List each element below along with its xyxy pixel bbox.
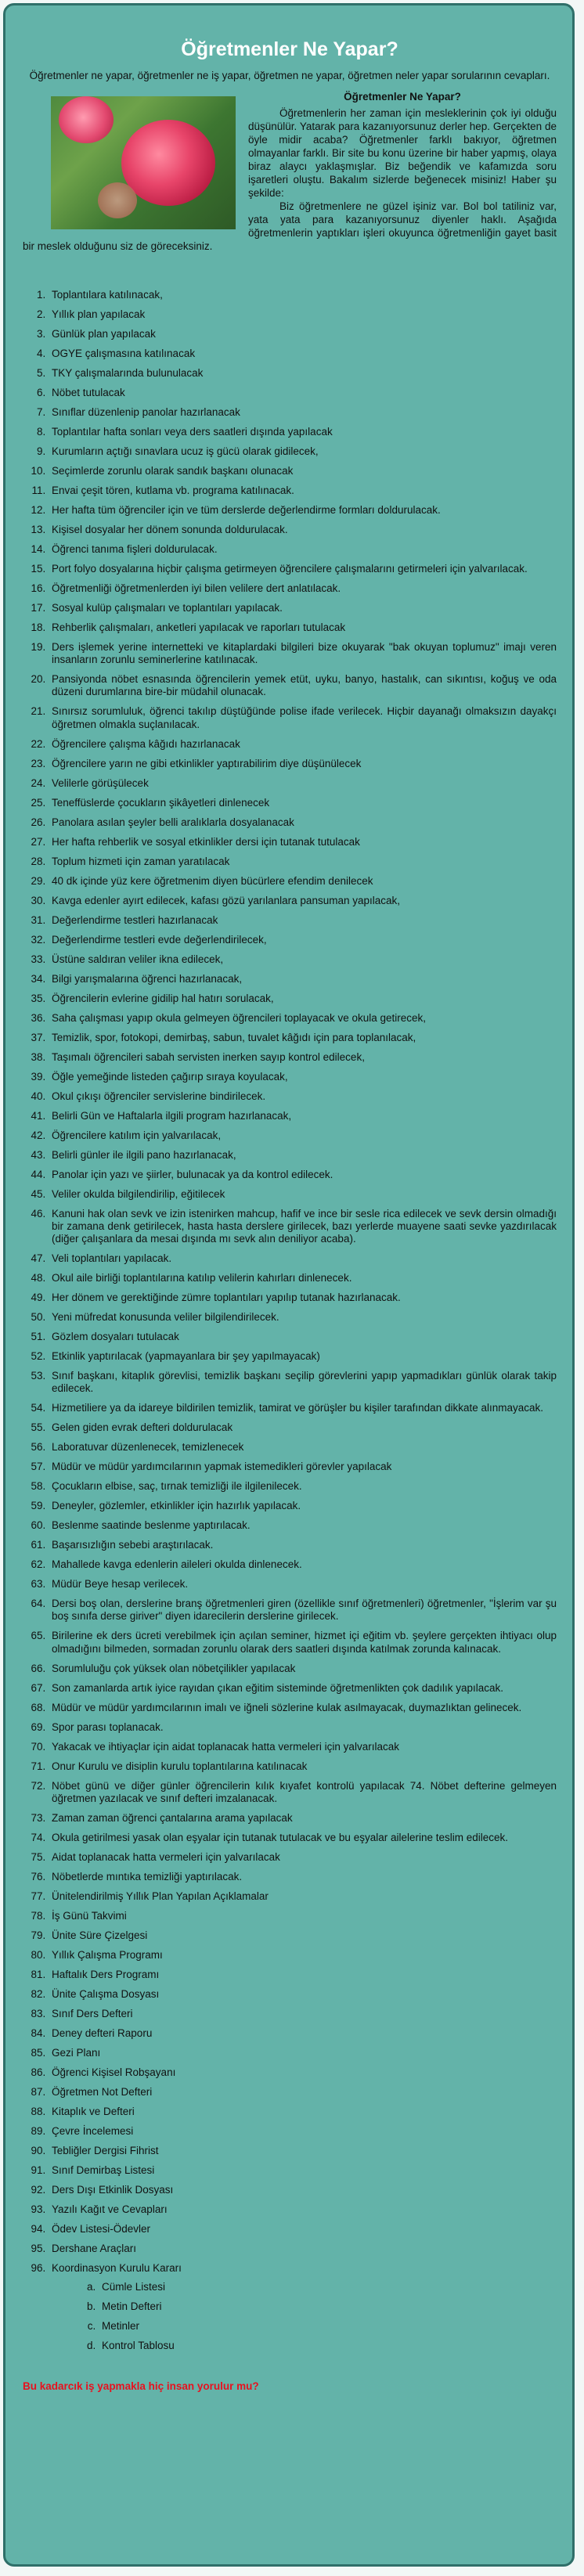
list-item: 67. Son zamanlarda artık iyice rayıdan çıkan eğitim sisteminde öğretmenlikten çok dadılık yapılacak. (49, 1682, 557, 1695)
list-item: 61. Başarısızlığın sebebi araştırılacak. (49, 1539, 557, 1551)
sub-list-item: b. Metin Defteri (99, 2300, 557, 2313)
list-item: 26. Panolara asılan şeyler belli aralıklarla dosyalanacak (49, 816, 557, 829)
list-item: 82. Ünite Çalışma Dosyası (49, 1988, 557, 2001)
list-item: 19. Ders işlemek yerine internetteki ve kitaplardaki bilgileri bize okuyarak "bak okuyan toplumuz" imajı veren insanların zorunlu seminerlerine katılınacak. (49, 641, 557, 666)
list-item: 56. Laboratuvar düzenlenecek, temizlenecek (49, 1441, 557, 1454)
list-item: 92. Ders Dışı Etkinlik Dosyası (49, 2184, 557, 2196)
list-item: 5. TKY çalışmalarında bulunulacak (49, 367, 557, 380)
task-list (23, 289, 557, 2352)
list-item: 17. Sosyal kulüp çalışmaları ve toplantıları yapılacak. (49, 602, 557, 614)
list-item: 25. Teneffüslerde çocukların şikâyetleri dinlenecek (49, 797, 557, 809)
list-item: 58. Çocukların elbise, saç, tırnak temizliği ile ilgilenilecek. (49, 1480, 557, 1493)
article-frame (3, 3, 575, 2567)
list-item: 73. Zaman zaman öğrenci çantalarına arama yapılacak (49, 1812, 557, 1825)
list-item: 77. Ünitelendirilmiş Yıllık Plan Yapılan Açıklamalar (49, 1890, 557, 1903)
list-item: 4. OGYE çalışmasına katılınacak (49, 348, 557, 360)
list-item: 84. Deney defteri Raporu (49, 2027, 557, 2040)
list-item: 87. Öğretmen Not Defteri (49, 2086, 557, 2099)
list-item: 60. Beslenme saatinde beslenme yaptırılacak. (49, 1519, 557, 1532)
list-item: 70. Yakacak ve ihtiyaçlar için aidat toplanacak hatta vermeleri için yalvarılacak (49, 1741, 557, 1753)
list-item: 39. Öğle yemeğinde listeden çağırıp sıraya koyulacak, (49, 1071, 557, 1083)
list-item: 32. Değerlendirme testleri evde değerlendirilecek, (49, 934, 557, 946)
list-item: 8. Toplantılar hafta sonları veya ders saatleri dışında yapılacak (49, 426, 557, 438)
rose-photo (51, 96, 236, 229)
list-item: 9. Kurumların açtığı sınavlara ucuz iş gücü olarak gidilecek, (49, 445, 557, 458)
list-item: 47. Veli toplantıları yapılacak. (49, 1252, 557, 1265)
list-item: 43. Belirli günler ile ilgili pano hazırlanacak, (49, 1149, 557, 1162)
list-item: 21. Sınırsız sorumluluk, öğrenci takılıp düştüğünde polise ifade verilecek. Hiçbir dayanağı olmaksızın dayakçı öğretmen olmakla suçlanılacak. (49, 705, 557, 730)
list-item: 54. Hizmetiliere ya da idareye bildirilen temizlik, tamirat ve görüşler bu kişiler tarafından dikkate alınmayacak. (49, 1402, 557, 1414)
list-item: 27. Her hafta rehberlik ve sosyal etkinlikler dersi için tutanak tutulacak (49, 836, 557, 848)
list-item: 68. Müdür ve müdür yardımcılarının imalı ve iğneli sözlerine kulak asılmayacak, duymazlıktan gelinecek. (49, 1702, 557, 1714)
list-item: 95. Dershane Araçları (49, 2243, 557, 2255)
list-item: 13. Kişisel dosyalar her dönem sonunda doldurulacak. (49, 524, 557, 536)
list-item: 66. Sorumluluğu çok yüksek olan nöbetçilikler yapılacak (49, 1663, 557, 1675)
list-item: 18. Rehberlik çalışmaları, anketleri yapılacak ve raporları tutulacak (49, 621, 557, 634)
list-item: 14. Öğrenci tanıma fişleri doldurulacak. (49, 543, 557, 556)
list-item: 46. Kanuni hak olan sevk ve izin istenirken mahcup, hafif ve ince bir sesle rica edilecek ve sevk dersin olmadığı bir zamana denk getirilecek, hasta hasta derslere girilecek, bazı yerlerde muayene saati sevke yazdırılacak (diğer çalışanlara da mesai dışında mı sevk alın deniliyor acaba). (49, 1208, 557, 1246)
list-item: 35. Öğrencilerin evlerine gidilip hal hatırı sorulacak, (49, 993, 557, 1005)
list-item: 65. Birilerine ek ders ücreti verebilmek için açılan seminer, hizmet içi eğitim vb. şeylere gerçekten ihtiyacı olup olmadığını bilmeden, sormadan zorunlu olarak ders saatleri dışında katılmak zorunda kalınacak. (49, 1630, 557, 1655)
rose-bud-icon (59, 96, 114, 143)
list-item: 15. Port folyo dosyalarına hiçbir çalışma getirmeyen öğrencilere çalışmalarını getirmeleri için yalvarılacak. (49, 563, 557, 575)
list-item: 23. Öğrencilere yarın ne gibi etkinlikler yaptırabilirim diye düşünülecek (49, 758, 557, 770)
list-item: 72. Nöbet günü ve diğer günler öğrencilerin kılık kıyafet kontrolü yapılacak 74. Nöbet defterine gelmeyen öğretmen yazılacak ve sınıf defteri imzalanacak. (49, 1780, 557, 1805)
list-item: 51. Gözlem dosyaları tutulacak (49, 1331, 557, 1343)
list-item: 24. Velilerle görüşülecek (49, 777, 557, 790)
list-item: 63. Müdür Beye hesap verilecek. (49, 1578, 557, 1591)
list-item: 30. Kavga edenler ayırt edilecek, kafası gözü yarılanlara pansuman yapılacak, (49, 895, 557, 907)
list-item: 16. Öğretmenliği öğretmenlerden iyi bilen velilere dert anlatılacak. (49, 582, 557, 595)
list-item: 89. Çevre İncelemesi (49, 2125, 557, 2138)
list-item: 29. 40 dk içinde yüz kere öğretmenim diyen bücürlere efendim denilecek (49, 875, 557, 888)
list-item: 93. Yazılı Kağıt ve Cevapları (49, 2203, 557, 2216)
intro-text: Öğretmenler ne yapar, öğretmenler ne iş yapar, öğretmen ne yapar, öğretmen neler yapar sorularının cevapları. (29, 70, 550, 81)
list-item: 81. Haftalık Ders Programı (49, 1969, 557, 1981)
sub-list-item: a. Cümle Listesi (99, 2281, 557, 2293)
list-item: 90. Tebliğler Dergisi Fihrist (49, 2145, 557, 2157)
list-item: 11. Envai çeşit tören, kutlama vb. programa katılınacak. (49, 485, 557, 497)
list-item: 1. Toplantılara katılınacak, (49, 289, 557, 301)
rose-petal-icon (98, 182, 137, 218)
list-item: 96. Koordinasyon Kurulu Kararı a. Cümle Listesi b. Metin Defteri c. Metinler d. Kontrol Tablosu (49, 2262, 557, 2352)
section-title: Öğretmenler Ne Yapar? (344, 91, 461, 103)
list-item: 44. Panolar için yazı ve şiirler, bulunacak ya da kontrol edilecek. (49, 1169, 557, 1181)
list-item: 83. Sınıf Ders Defteri (49, 2008, 557, 2020)
list-item: 12. Her hafta tüm öğrenciler için ve tüm derslerde değerlendirme formları doldurulacak. (49, 504, 557, 517)
list-item: 34. Bilgi yarışmalarına öğrenci hazırlanacak, (49, 973, 557, 985)
list-item: 28. Toplum hizmeti için zaman yaratılacak (49, 856, 557, 868)
list-item: 71. Onur Kurulu ve disiplin kurulu toplantılarına katılınacak (49, 1760, 557, 1773)
list-item: 91. Sınıf Demirbaş Listesi (49, 2164, 557, 2177)
list-item: 55. Gelen giden evrak defteri doldurulacak (49, 1421, 557, 1434)
list-item: 42. Öğrencilere katılım için yalvarılacak, (49, 1129, 557, 1142)
list-item: 50. Yeni müfredat konusunda veliler bilgilendirilecek. (49, 1311, 557, 1324)
list-item: 64. Dersi boş olan, derslerine branş öğretmenleri giren (özellikle sınıf öğretmenleri) öğretmenler, "İşlerim var şu boş sınıfa derse giriver" diyen idarecilerin derslerine girilecek. (49, 1598, 557, 1623)
list-item: 76. Nöbetlerde mıntıka temizliği yaptırılacak. (49, 1871, 557, 1883)
sub-list-item: d. Kontrol Tablosu (99, 2340, 557, 2352)
list-item: 88. Kitaplık ve Defteri (49, 2106, 557, 2118)
list-item: 6. Nöbet tutulacak (49, 387, 557, 399)
paragraph-2: Biz öğretmenlere ne güzel işiniz var. Bol bol tatiliniz var, yata yata para kazanıyorsunuz diyenler haklı. Aşağıda öğretmenlerin yaptıkları işleri okuyunca öğretmenliğin gayet basit bir meslek olduğunu siz de göreceksiniz. (23, 200, 557, 252)
list-item: 45. Veliler okulda bilgilendirilip, eğitilecek (49, 1188, 557, 1201)
list-item: 48. Okul aile birliği toplantılarına katılıp velilerin kahırları dinlenecek. (49, 1272, 557, 1284)
list-item: 37. Temizlik, spor, fotokopi, demirbaş, sabun, tuvalet kâğıdı için para toplanılacak, (49, 1032, 557, 1044)
list-item: 78. İş Günü Takvimi (49, 1910, 557, 1922)
list-item: 59. Deneyler, gözlemler, etkinlikler için hazırlık yapılacak. (49, 1500, 557, 1512)
list-item: 20. Pansiyonda nöbet esnasında öğrencilerin yemek etüt, uyku, banyo, hastalık, can sıkıntısı, koğuş ve oda düzeni durumlarına bire-bir müdahil olunacak. (49, 673, 557, 698)
list-item: 74. Okula getirilmesi yasak olan eşyalar için tutanak tutulacak ve bu eşyalar ailelerine teslim edilecek. (49, 1832, 557, 1844)
list-item: 49. Her dönem ve gerektiğinde zümre toplantıları yapılıp tutanak hazırlanacak. (49, 1292, 557, 1304)
list-item: 85. Gezi Planı (49, 2047, 557, 2059)
list-item: 31. Değerlendirme testleri hazırlanacak (49, 914, 557, 927)
page-title: Öğretmenler Ne Yapar? (181, 38, 398, 60)
paragraph-1: Öğretmenlerin her zaman için mesleklerinin çok iyi olduğu düşünülür. Yatarak para kazanıyorsunuz derler hep. Gerçekten de öyle midir acaba? Öğretmenler farklı bakıyor, öğretmen olmayanlar farklı. Bir site bu konu üzerine bir haber yapmış, olaya biraz alaycı yaklaşmışlar. Biz beğendik ve kafamızda soru işaretleri oluştu. Bakalım sizlerde beğenecek misiniz! Haber şu şekilde: (248, 107, 557, 199)
closing-text: Bu kadarcık iş yapmakla hiç insan yorulur mu? (23, 2380, 259, 2393)
list-item: 22. Öğrencilere çalışma kâğıdı hazırlanacak (49, 738, 557, 751)
list-item: 57. Müdür ve müdür yardımcılarının yapmak istemedikleri görevler yapılacak (49, 1461, 557, 1473)
list-item: 52. Etkinlik yaptırılacak (yapmayanlara bir şey yapılmayacak) (49, 1350, 557, 1363)
list-item: 7. Sınıflar düzenlenip panolar hazırlanacak (49, 406, 557, 419)
list-item: 62. Mahallede kavga edenlerin aileleri okulda dinlenecek. (49, 1558, 557, 1571)
list-item: 33. Üstüne saldıran veliler ikna edilecek, (49, 953, 557, 966)
list-item: 38. Taşımalı öğrencileri sabah servisten inerken sayıp kontrol edilecek, (49, 1051, 557, 1064)
list-item: 75. Aidat toplanacak hatta vermeleri için yalvarılacak (49, 1851, 557, 1864)
list-item: 36. Saha çalışması yapıp okula gelmeyen öğrencileri toplayacak ve okula getirecek, (49, 1012, 557, 1025)
list-item: 3. Günlük plan yapılacak (49, 328, 557, 340)
list-item: 79. Ünite Süre Çizelgesi (49, 1929, 557, 1942)
sub-list (52, 2281, 557, 2352)
list-item: 69. Spor parası toplanacak. (49, 1721, 557, 1734)
list-item: 10. Seçimlerde zorunlu olarak sandık başkanı olunacak (49, 465, 557, 477)
list-item: 80. Yıllık Çalışma Programı (49, 1949, 557, 1962)
list-item: 86. Öğrenci Kişisel Robşayanı (49, 2066, 557, 2079)
list-item: 94. Ödev Listesi-Ödevler (49, 2223, 557, 2236)
list-item: 40. Okul çıkışı öğrenciler servislerine bindirilecek. (49, 1090, 557, 1103)
list-item: 2. Yıllık plan yapılacak (49, 308, 557, 321)
sub-list-item: c. Metinler (99, 2320, 557, 2333)
list-item: 53. Sınıf başkanı, kitaplık görevlisi, temizlik başkanı seçilip görevlerini yapıp yapmadıkları günlük olarak takip edilecek. (49, 1370, 557, 1395)
list-item: 41. Belirli Gün ve Haftalarla ilgili program hazırlanacak, (49, 1110, 557, 1122)
